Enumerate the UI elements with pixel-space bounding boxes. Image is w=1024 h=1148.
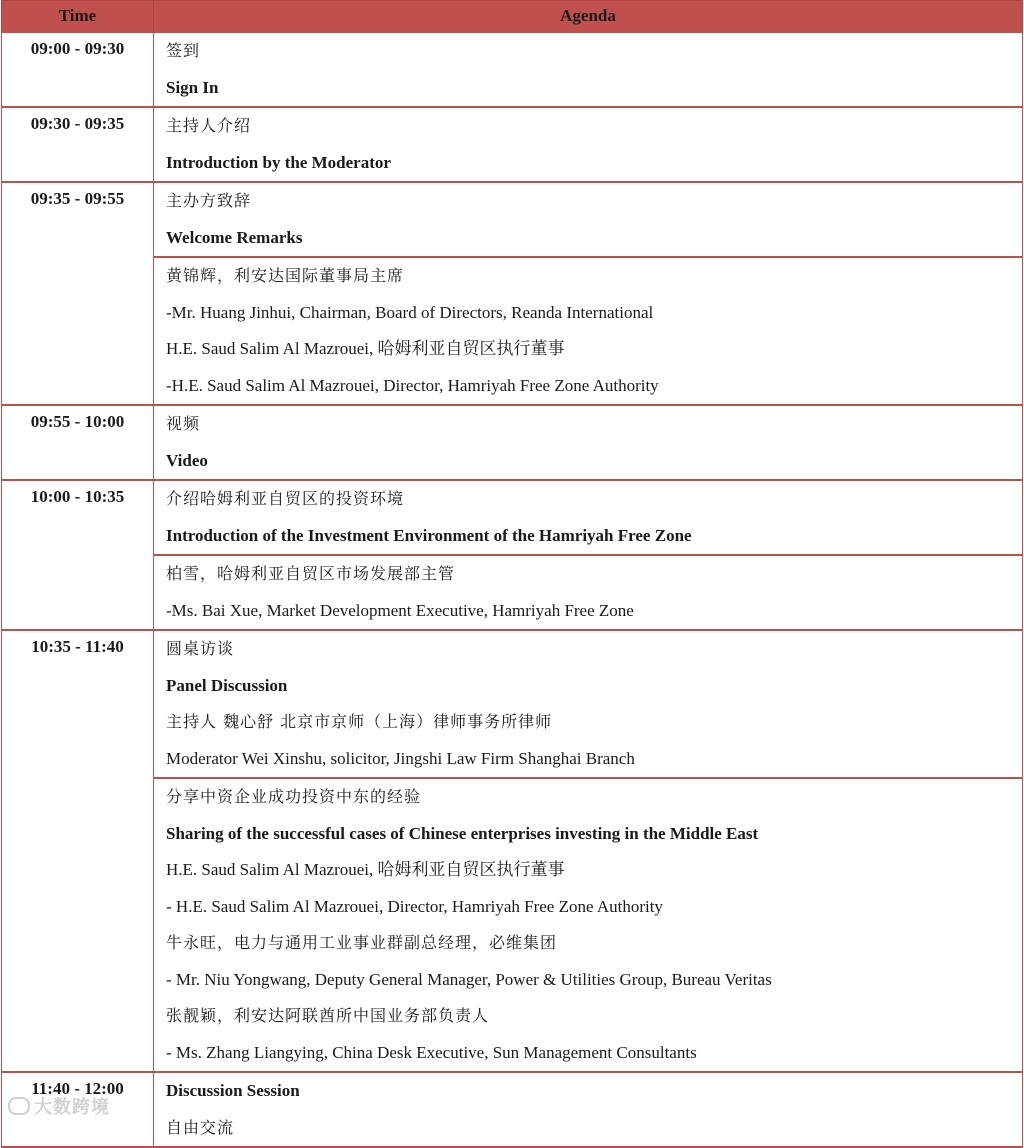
agenda-item-title: Introduction of the Investment Environment of the Hamriyah Free Zone [166, 525, 692, 545]
watermark-text: 大数跨境 [34, 1097, 110, 1118]
agenda-item-chinese: 张靓颖，利安达阿联酋所中国业务部负责人 [166, 1006, 490, 1025]
agenda-block [154, 777, 1022, 1071]
agenda-item-text: Moderator Wei Xinshu, solicitor, Jingshi Law Firm Shanghai Branch [166, 748, 635, 768]
time-cell: 10:35 - 11:40 [2, 630, 154, 1072]
agenda-item-text: -H.E. Saud Salim Al Mazrouei, Director, Hamriyah Free Zone Authority [166, 375, 659, 395]
agenda-cell [154, 405, 1023, 480]
agenda-item-title: Panel Discussion [166, 675, 288, 695]
agenda-block [154, 554, 1022, 629]
watermark [8, 1093, 110, 1119]
agenda-item-text: H.E. Saud Salim Al Mazrouei, 哈姆利亚自贸区执行董事 [166, 339, 565, 358]
agenda-item-chinese: 黄锦辉，利安达国际董事局主席 [166, 266, 405, 285]
agenda-item-chinese: 自由交流 [166, 1117, 235, 1137]
agenda-item-text: -Mr. Huang Jinhui, Chairman, Board of Directors, Reanda International [166, 302, 654, 322]
time-cell: 11:40 - 12:00 [2, 1072, 154, 1147]
agenda-item-chinese: 主办方致辞 [166, 191, 252, 210]
agenda-cell [154, 182, 1023, 405]
table-header-row [2, 1, 1023, 33]
time-cell: 10:00 - 10:35 [2, 480, 154, 630]
agenda-item-chinese: 介绍哈姆利亚自贸区的投资环境 [166, 489, 405, 508]
agenda-block [166, 406, 1022, 479]
agenda-item-text: - Ms. Zhang Liangying, China Desk Executive, Sun Management Consultants [166, 1042, 697, 1062]
agenda-block [166, 481, 1022, 554]
agenda-item-text: - Mr. Niu Yongwang, Deputy General Manager, Power & Utilities Group, Bureau Veritas [166, 969, 772, 989]
agenda-cell [154, 32, 1023, 107]
agenda-block [166, 183, 1022, 256]
agenda-table [1, 0, 1023, 1148]
agenda-item-title: Discussion Session [166, 1081, 300, 1100]
table-row [2, 480, 1023, 630]
time-cell: 09:35 - 09:55 [2, 182, 154, 405]
agenda-item-title: Sign In [166, 77, 219, 97]
agenda-item-title: Video [166, 450, 208, 470]
agenda-item-chinese: 主持人 魏心舒 北京市京师（上海）律师事务所律师 [166, 712, 553, 731]
agenda-item-title: Sharing of the successful cases of Chinese enterprises investing in the Middle East [166, 823, 759, 843]
table-row [2, 107, 1023, 182]
agenda-cell [154, 630, 1023, 1072]
agenda-block [166, 1073, 1022, 1146]
table-row [2, 32, 1023, 107]
agenda-item-chinese: 圆桌访谈 [166, 639, 235, 658]
agenda-cell [154, 1072, 1023, 1147]
time-cell: 09:30 - 09:35 [2, 107, 154, 182]
agenda-body [2, 32, 1023, 1147]
agenda-item-chinese: 视频 [166, 414, 201, 433]
agenda-item-title: Introduction by the Moderator [166, 152, 391, 172]
table-row [2, 1072, 1023, 1147]
time-cell: 09:55 - 10:00 [2, 405, 154, 480]
agenda-column-header: Agenda [154, 1, 1023, 33]
agenda-item-chinese: 柏雪，哈姆利亚自贸区市场发展部主管 [166, 564, 456, 583]
table-row [2, 182, 1023, 405]
table-row [2, 405, 1023, 480]
agenda-block [166, 108, 1022, 181]
agenda-cell [154, 107, 1023, 182]
watermark-logo-icon [8, 1097, 30, 1115]
agenda-item-text: -Ms. Bai Xue, Market Development Executive, Hamriyah Free Zone [166, 600, 634, 620]
agenda-item-text: - H.E. Saud Salim Al Mazrouei, Director, Hamriyah Free Zone Authority [166, 896, 663, 916]
agenda-block [166, 631, 1022, 777]
agenda-item-text: H.E. Saud Salim Al Mazrouei, 哈姆利亚自贸区执行董事 [166, 860, 565, 879]
agenda-block [166, 33, 1022, 106]
agenda-item-title: Welcome Remarks [166, 227, 303, 247]
time-cell: 09:00 - 09:30 [2, 32, 154, 107]
agenda-item-chinese: 签到 [166, 41, 201, 60]
table-row [2, 630, 1023, 1072]
agenda-document [1, 0, 1022, 1148]
agenda-item-chinese: 主持人介绍 [166, 116, 252, 135]
agenda-item-chinese: 牛永旺，电力与通用工业事业群副总经理，必维集团 [166, 933, 558, 952]
time-column-header: Time [2, 1, 154, 33]
agenda-item-chinese: 分享中资企业成功投资中东的经验 [166, 787, 422, 806]
agenda-block [154, 256, 1022, 404]
agenda-cell [154, 480, 1023, 630]
